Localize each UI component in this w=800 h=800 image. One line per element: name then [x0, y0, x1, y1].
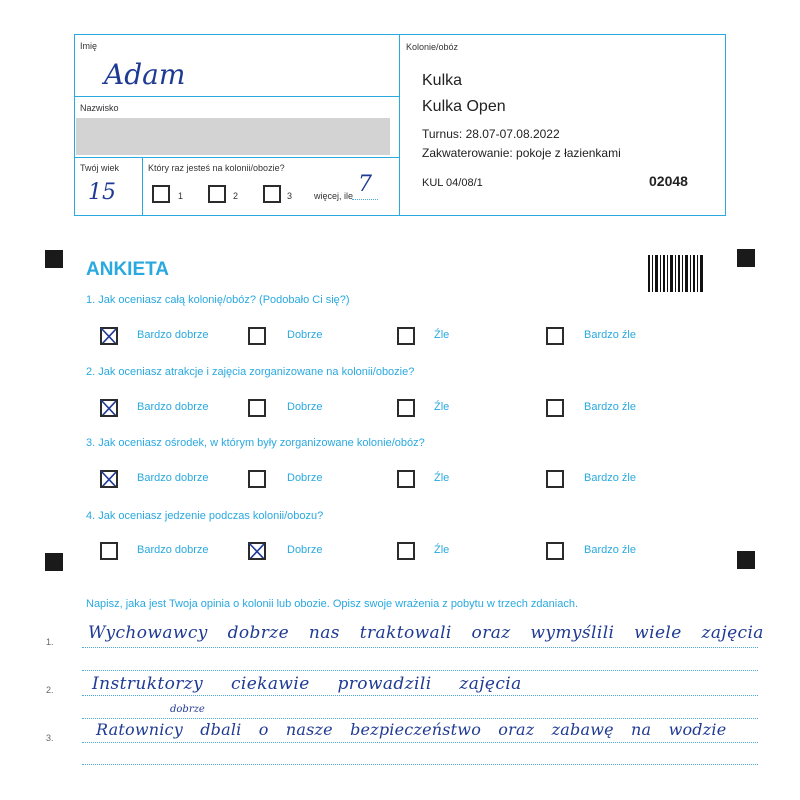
more-times-line — [352, 199, 378, 200]
question-1-option-3-checkbox[interactable] — [397, 327, 415, 345]
question-1-option-2-label: Dobrze — [287, 329, 323, 341]
checkmark-x-icon — [100, 327, 116, 343]
times-checkbox-2[interactable] — [208, 185, 226, 203]
turnus-text: Turnus: 28.07-07.08.2022 — [422, 127, 560, 141]
line-number-3: 3. — [46, 733, 54, 743]
camp-name: Kulka — [422, 72, 463, 89]
line-number-2: 2. — [46, 685, 54, 695]
question-2-option-2-label: Dobrze — [287, 401, 323, 413]
answer-sentence-2[interactable]: Instruktorzy ciekawie prowadzili zajęcia — [92, 674, 522, 694]
answer-sentence-1[interactable]: Wychowawcy dobrze nas traktowali oraz wymyślili wiele zajęcia — [88, 623, 764, 643]
camp-label: Kolonie/obóz — [406, 42, 459, 52]
answer-line-2b — [82, 718, 758, 719]
answer-line-1 — [82, 647, 758, 648]
registration-marker-top-right — [737, 249, 755, 267]
header-divider-age — [74, 157, 399, 158]
first-name-value[interactable]: Adam — [104, 58, 186, 91]
header-divider-name — [74, 96, 399, 97]
age-label: Twój wiek — [80, 163, 120, 173]
checkmark-x-icon — [100, 470, 116, 486]
question-2-option-3-label: Źle — [434, 401, 450, 413]
checkmark-x-icon — [100, 399, 116, 415]
question-3-option-1-label: Bardzo dobrze — [137, 472, 209, 484]
opinion-prompt: Napisz, jaka jest Twoja opinia o kolonii lub obozie. Opisz swoje wrażenia z pobytu w trzech zdaniach. — [86, 598, 578, 610]
camp-code: KUL 04/08/1 — [422, 177, 483, 189]
header-divider-age-vertical — [142, 157, 143, 215]
question-4-option-4-label: Bardzo źle — [584, 544, 636, 556]
times-option-2-label: 2 — [233, 191, 239, 201]
question-3-text: 3. Jak oceniasz ośrodek, w którym były zorganizowane kolonie/obóz? — [86, 437, 425, 449]
question-3-option-3-label: Źle — [434, 472, 450, 484]
question-1-option-1-checkbox[interactable] — [100, 327, 118, 345]
answer-line-2 — [82, 695, 758, 696]
barcode-icon — [648, 255, 704, 292]
answer-line-3b — [82, 764, 758, 765]
answer-insertion[interactable]: dobrze — [170, 704, 205, 715]
question-2-option-3-checkbox[interactable] — [397, 399, 415, 417]
question-3-option-1-checkbox[interactable] — [100, 470, 118, 488]
camp-program: Kulka Open — [422, 98, 506, 115]
times-at-camp-label: Który raz jesteś na kolonii/obozie? — [148, 163, 285, 173]
question-3-option-3-checkbox[interactable] — [397, 470, 415, 488]
question-2-option-4-label: Bardzo źle — [584, 401, 636, 413]
question-3-option-2-checkbox[interactable] — [248, 470, 266, 488]
question-2-option-2-checkbox[interactable] — [248, 399, 266, 417]
answer-line-3 — [82, 742, 758, 743]
times-checkbox-1[interactable] — [152, 185, 170, 203]
accommodation-text: Zakwaterowanie: pokoje z łazienkami — [422, 146, 621, 160]
last-name-label: Nazwisko — [80, 103, 119, 113]
header-divider-vertical — [399, 34, 400, 215]
question-1-option-2-checkbox[interactable] — [248, 327, 266, 345]
first-name-label: Imię — [80, 41, 98, 51]
last-name-redacted — [76, 118, 390, 155]
question-3-option-4-label: Bardzo źle — [584, 472, 636, 484]
checkmark-x-icon — [248, 542, 264, 558]
question-4-option-1-label: Bardzo dobrze — [137, 544, 209, 556]
times-option-3-label: 3 — [287, 191, 293, 201]
question-2-text: 2. Jak oceniasz atrakcje i zajęcia zorganizowane na kolonii/obozie? — [86, 366, 415, 378]
question-4-option-1-checkbox[interactable] — [100, 542, 118, 560]
question-2-option-4-checkbox[interactable] — [546, 399, 564, 417]
question-3-option-2-label: Dobrze — [287, 472, 323, 484]
question-1-text: 1. Jak oceniasz całą kolonię/obóz? (Podobało Ci się?) — [86, 294, 350, 306]
question-2-option-1-checkbox[interactable] — [100, 399, 118, 417]
registration-marker-top-left — [45, 250, 63, 268]
age-value[interactable]: 15 — [88, 180, 116, 205]
answer-line-1b — [82, 670, 758, 671]
question-4-option-4-checkbox[interactable] — [546, 542, 564, 560]
question-1-option-4-label: Bardzo źle — [584, 329, 636, 341]
registration-marker-bottom-left — [45, 553, 63, 571]
question-4-option-3-label: Źle — [434, 544, 450, 556]
form-number: 02048 — [649, 173, 688, 189]
question-1-option-4-checkbox[interactable] — [546, 327, 564, 345]
survey-title: ANKIETA — [86, 259, 170, 280]
question-1-option-1-label: Bardzo dobrze — [137, 329, 209, 341]
line-number-1: 1. — [46, 637, 54, 647]
question-2-option-1-label: Bardzo dobrze — [137, 401, 209, 413]
question-3-option-4-checkbox[interactable] — [546, 470, 564, 488]
question-4-option-2-label: Dobrze — [287, 544, 323, 556]
more-times-value[interactable]: 7 — [358, 172, 372, 197]
question-4-text: 4. Jak oceniasz jedzenie podczas kolonii/obozu? — [86, 510, 324, 522]
times-option-1-label: 1 — [178, 191, 184, 201]
question-4-option-2-checkbox[interactable] — [248, 542, 266, 560]
registration-marker-bottom-right — [737, 551, 755, 569]
question-4-option-3-checkbox[interactable] — [397, 542, 415, 560]
answer-sentence-3[interactable]: Ratownicy dbali o nasze bezpieczeństwo oraz zabawę na wodzie — [96, 720, 727, 739]
more-times-label: więcej, ile — [314, 191, 354, 201]
question-1-option-3-label: Źle — [434, 329, 450, 341]
times-checkbox-3[interactable] — [263, 185, 281, 203]
